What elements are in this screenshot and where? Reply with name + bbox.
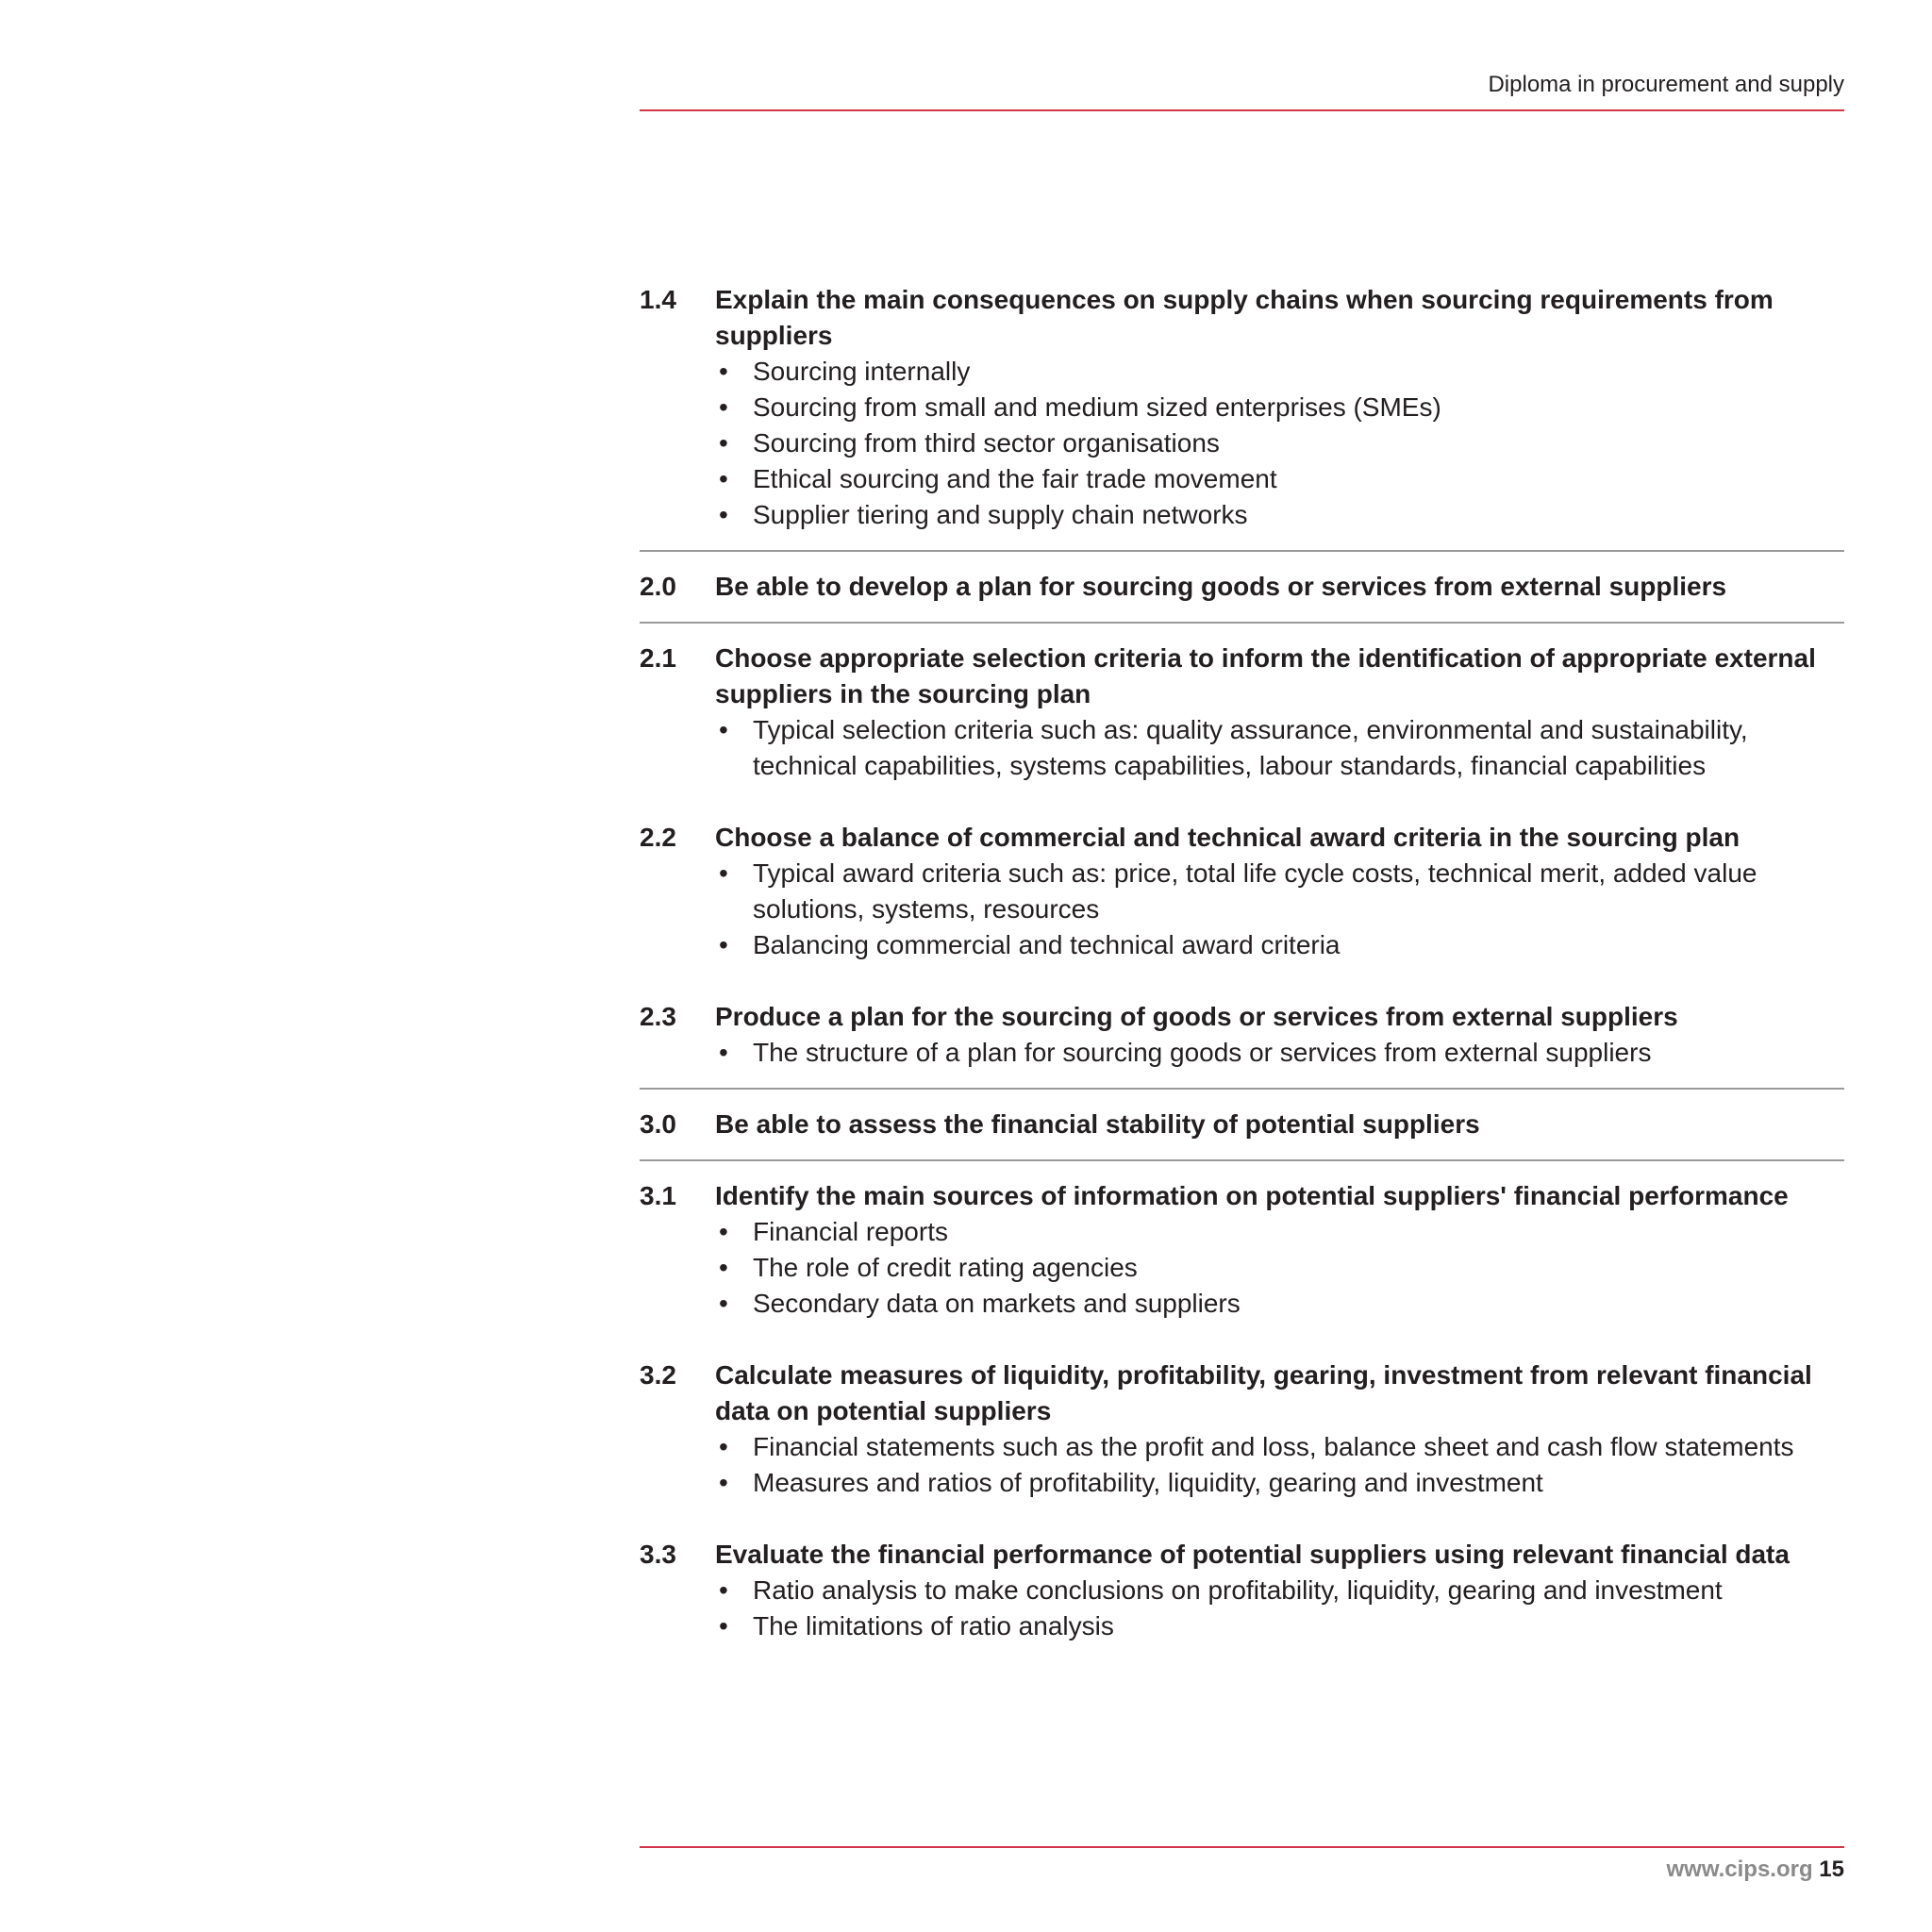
item-2-1 <box>640 641 1844 784</box>
item-number: 2.2 <box>640 823 676 852</box>
header-rule <box>640 109 1844 111</box>
item-3-3 <box>640 1537 1844 1644</box>
list-item: • Sourcing from third sector organisations <box>715 425 1844 461</box>
footer-url: www.cips.org <box>1666 1857 1813 1882</box>
learning-outcomes <box>640 282 1844 1644</box>
footer-rule <box>640 1846 1844 1848</box>
item-title: Explain the main consequences on supply chains when sourcing requirements from suppliers <box>715 285 1774 350</box>
item-2-0 <box>640 569 1844 605</box>
item-number: 1.4 <box>640 285 676 314</box>
item-title: Choose appropriate selection criteria to inform the identification of appropriate external suppliers in the sourcing plan <box>715 643 1816 708</box>
bullet-list <box>640 712 1844 784</box>
list-item: • Balancing commercial and technical award criteria <box>715 927 1844 963</box>
section-divider <box>640 1088 1844 1090</box>
list-item: • Sourcing internally <box>715 354 1844 390</box>
list-item: • The limitations of ratio analysis <box>715 1608 1844 1644</box>
bullet-list <box>640 856 1844 963</box>
item-3-2 <box>640 1357 1844 1501</box>
item-1-4 <box>640 282 1844 533</box>
list-item: • Financial statements such as the profit and loss, balance sheet and cash flow statements <box>715 1429 1844 1465</box>
item-2-3 <box>640 999 1844 1071</box>
item-number: 3.0 <box>640 1109 676 1139</box>
list-item: • Typical award criteria such as: price, total life cycle costs, technical merit, added value solutions, systems, resources <box>715 856 1844 927</box>
bullet-list <box>640 1035 1844 1071</box>
item-number: 3.3 <box>640 1540 676 1569</box>
item-title: Evaluate the financial performance of potential suppliers using relevant financial data <box>715 1540 1790 1569</box>
section-divider <box>640 1159 1844 1161</box>
item-title: Identify the main sources of information on potential suppliers' financial performance <box>715 1181 1789 1210</box>
item-title: Calculate measures of liquidity, profitability, gearing, investment from relevant financial data on potential suppliers <box>715 1360 1812 1425</box>
list-item: • Secondary data on markets and suppliers <box>715 1286 1844 1322</box>
item-2-2 <box>640 820 1844 963</box>
section-divider <box>640 550 1844 552</box>
list-item: • Sourcing from small and medium sized enterprises (SMEs) <box>715 390 1844 425</box>
list-item: • Supplier tiering and supply chain networks <box>715 497 1844 533</box>
bullet-list <box>640 1429 1844 1501</box>
item-title: Produce a plan for the sourcing of goods or services from external suppliers <box>715 1002 1678 1031</box>
item-number: 3.2 <box>640 1360 676 1390</box>
item-number: 2.0 <box>640 572 676 601</box>
list-item: • Ethical sourcing and the fair trade movement <box>715 461 1844 497</box>
item-title: Be able to develop a plan for sourcing goods or services from external suppliers <box>715 572 1727 601</box>
bullet-list <box>640 1214 1844 1322</box>
item-3-1 <box>640 1178 1844 1322</box>
item-title: Choose a balance of commercial and technical award criteria in the sourcing plan <box>715 823 1740 852</box>
item-title: Be able to assess the financial stability of potential suppliers <box>715 1109 1480 1139</box>
page-number: 15 <box>1819 1857 1844 1882</box>
list-item: • Measures and ratios of profitability, liquidity, gearing and investment <box>715 1465 1844 1501</box>
running-header: Diploma in procurement and supply <box>1488 72 1844 97</box>
list-item: • Typical selection criteria such as: quality assurance, environmental and sustainability, technical capabilities, systems capabilities, labour standards, financial capabilities <box>715 712 1844 784</box>
bullet-list <box>640 1573 1844 1644</box>
bullet-list <box>640 354 1844 533</box>
item-number: 2.3 <box>640 1002 676 1031</box>
item-3-0 <box>640 1107 1844 1142</box>
item-number: 3.1 <box>640 1181 676 1210</box>
item-number: 2.1 <box>640 643 676 673</box>
section-divider <box>640 622 1844 624</box>
list-item: • Financial reports <box>715 1214 1844 1250</box>
list-item: • The structure of a plan for sourcing goods or services from external suppliers <box>715 1035 1844 1071</box>
list-item: • Ratio analysis to make conclusions on profitability, liquidity, gearing and investment <box>715 1573 1844 1608</box>
list-item: • The role of credit rating agencies <box>715 1250 1844 1286</box>
page-footer <box>1666 1857 1844 1883</box>
